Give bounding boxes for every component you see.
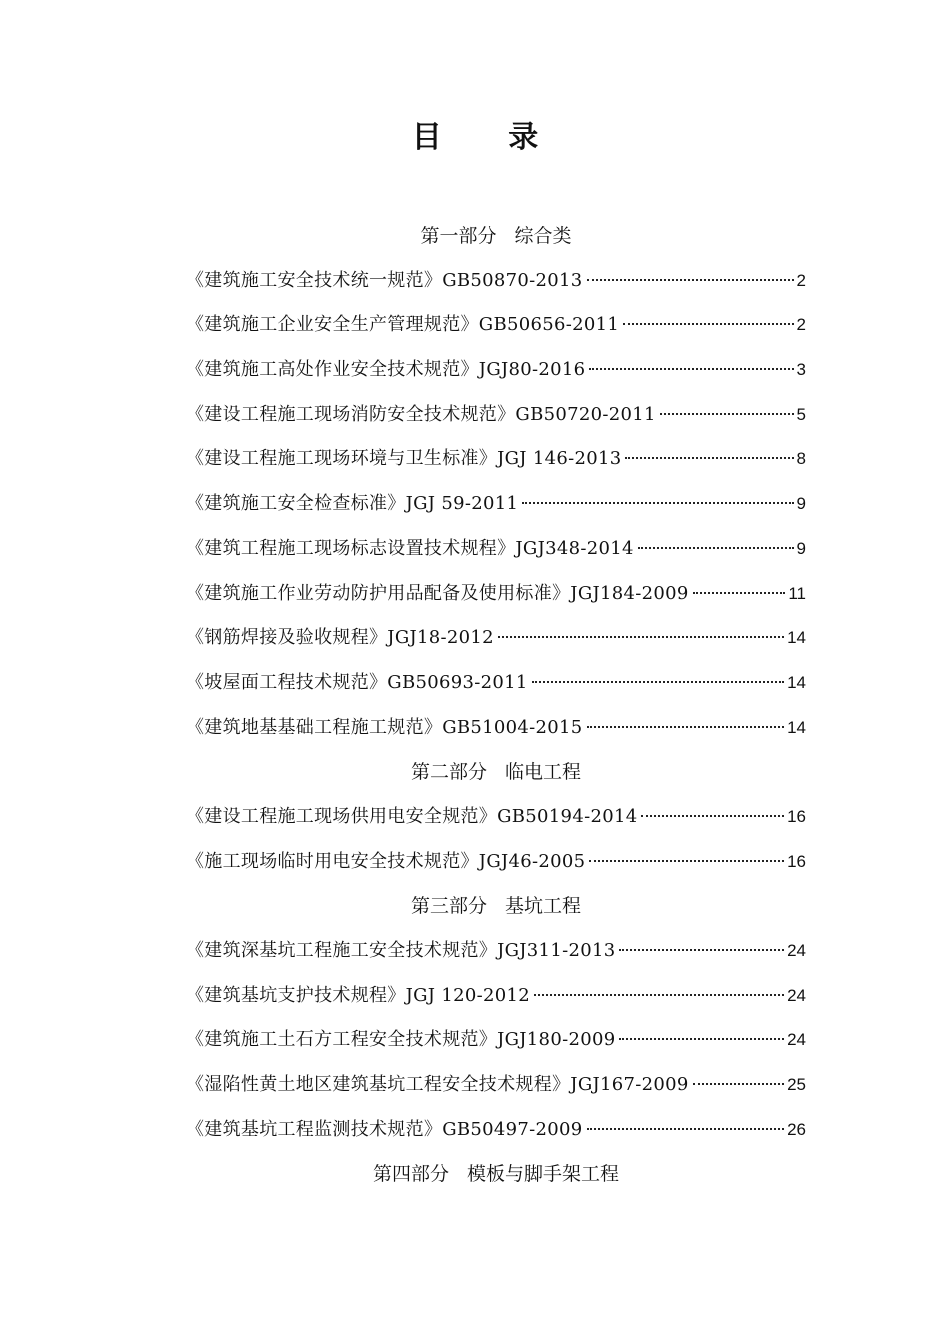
toc-entry[interactable] xyxy=(186,437,806,482)
toc-entry-page-number: 14 xyxy=(787,717,806,737)
toc-entry-page-number: 11 xyxy=(788,583,806,603)
toc-entry[interactable] xyxy=(186,661,806,706)
toc-entry[interactable] xyxy=(186,303,806,348)
toc-entry[interactable] xyxy=(186,1018,806,1063)
toc-entry-title: 《坡屋面工程技术规范》GB50693-2011 xyxy=(186,671,528,693)
toc-entry-title: 《建筑施工安全检查标准》JGJ 59-2011 xyxy=(186,493,519,515)
toc-entry-title: 《施工现场临时用电安全技术规范》JGJ46-2005 xyxy=(186,850,586,872)
toc-entry-title: 《建筑施工企业安全生产管理规范》GB50656-2011 xyxy=(186,314,620,336)
toc-entry-page-number: 14 xyxy=(787,628,806,648)
toc-entry-page-number: 9 xyxy=(796,494,806,514)
section-heading: 第四部分 模板与脚手架工程 xyxy=(372,1163,620,1186)
dot-leader xyxy=(532,681,784,683)
toc-entry-page-number: 24 xyxy=(787,941,806,960)
dot-leader xyxy=(619,1038,784,1040)
toc-entry[interactable] xyxy=(186,1063,806,1108)
dot-leader xyxy=(587,279,794,281)
page-title: 目 录 xyxy=(411,120,567,155)
toc-entry[interactable] xyxy=(186,348,806,393)
dot-leader xyxy=(589,860,784,862)
toc-entry[interactable] xyxy=(186,840,806,885)
toc-entry-page-number: 25 xyxy=(787,1075,806,1095)
dot-leader xyxy=(589,368,793,370)
toc-entry-title: 《建筑基坑支护技术规程》JGJ 120-2012 xyxy=(186,984,530,1006)
toc-entry-page-number: 2 xyxy=(796,315,806,335)
toc-entry-title: 《建筑施工安全技术统一规范》GB50870-2013 xyxy=(186,269,583,291)
toc-entry-title: 《建筑工程施工现场标志设置技术规程》JGJ348-2014 xyxy=(186,537,634,559)
section-heading: 第二部分 临电工程 xyxy=(410,761,582,784)
toc-entry[interactable] xyxy=(186,527,806,572)
toc-entry-title: 《钢筋焊接及验收规程》JGJ18-2012 xyxy=(186,627,494,649)
toc-entry-page-number: 24 xyxy=(787,1030,806,1050)
dot-leader xyxy=(534,994,784,996)
toc-entry-title: 《建筑施工高处作业安全技术规范》JGJ80-2016 xyxy=(186,359,586,381)
dot-leader xyxy=(522,502,793,504)
toc-entry[interactable] xyxy=(186,572,806,617)
table-of-contents xyxy=(186,214,806,1197)
toc-entry-title: 《建设工程施工现场消防安全技术规范》GB50720-2011 xyxy=(186,403,656,425)
toc-entry[interactable] xyxy=(186,1108,806,1153)
dot-leader xyxy=(623,323,793,325)
toc-entry-page-number: 5 xyxy=(796,404,806,424)
dot-leader xyxy=(638,547,794,549)
toc-entry-title: 《建筑地基基础工程施工规范》GB51004-2015 xyxy=(186,716,583,738)
toc-entry-title: 《建筑深基坑工程施工安全技术规范》JGJ311-2013 xyxy=(186,940,616,961)
dot-leader xyxy=(587,726,785,728)
dot-leader xyxy=(619,949,784,951)
toc-entry-title: 《建筑施工土石方工程安全技术规范》JGJ180-2009 xyxy=(186,1029,616,1051)
section-heading: 第三部分 基坑工程 xyxy=(410,895,582,918)
toc-entry-title: 《建筑基坑工程监测技术规范》GB50497-2009 xyxy=(186,1118,583,1140)
toc-entry-title: 《建设工程施工现场环境与卫生标准》JGJ 146-2013 xyxy=(186,448,622,470)
dot-leader xyxy=(660,413,794,415)
toc-entry-page-number: 8 xyxy=(796,449,806,469)
section-heading: 第一部分 综合类 xyxy=(420,225,572,247)
toc-entry-title: 《建筑施工作业劳动防护用品配备及使用标准》JGJ184-2009 xyxy=(186,582,689,604)
dot-leader xyxy=(641,815,784,817)
toc-entry[interactable] xyxy=(186,616,806,661)
dot-leader xyxy=(625,457,793,459)
toc-entry[interactable] xyxy=(186,482,806,527)
toc-entry[interactable] xyxy=(186,259,806,304)
toc-entry[interactable] xyxy=(186,974,806,1019)
toc-entry-title: 《建设工程施工现场供用电安全规范》GB50194-2014 xyxy=(186,805,638,827)
toc-entry-page-number: 2 xyxy=(796,270,806,290)
toc-entry[interactable] xyxy=(186,929,806,974)
toc-entry-page-number: 14 xyxy=(787,672,806,692)
dot-leader xyxy=(693,1083,784,1085)
toc-entry-page-number: 16 xyxy=(787,851,806,871)
toc-entry-page-number: 16 xyxy=(787,806,806,826)
toc-entry-title: 《湿陷性黄土地区建筑基坑工程安全技术规程》JGJ167-2009 xyxy=(186,1074,689,1096)
dot-leader xyxy=(587,1128,785,1130)
toc-entry[interactable] xyxy=(186,706,806,751)
toc-entry[interactable] xyxy=(186,393,806,438)
toc-entry[interactable] xyxy=(186,795,806,840)
dot-leader xyxy=(693,592,786,594)
dot-leader xyxy=(498,636,784,638)
toc-entry-page-number: 26 xyxy=(787,1119,806,1139)
toc-entry-page-number: 24 xyxy=(787,985,806,1005)
toc-entry-page-number: 9 xyxy=(796,538,806,558)
toc-entry-page-number: 3 xyxy=(796,360,806,380)
